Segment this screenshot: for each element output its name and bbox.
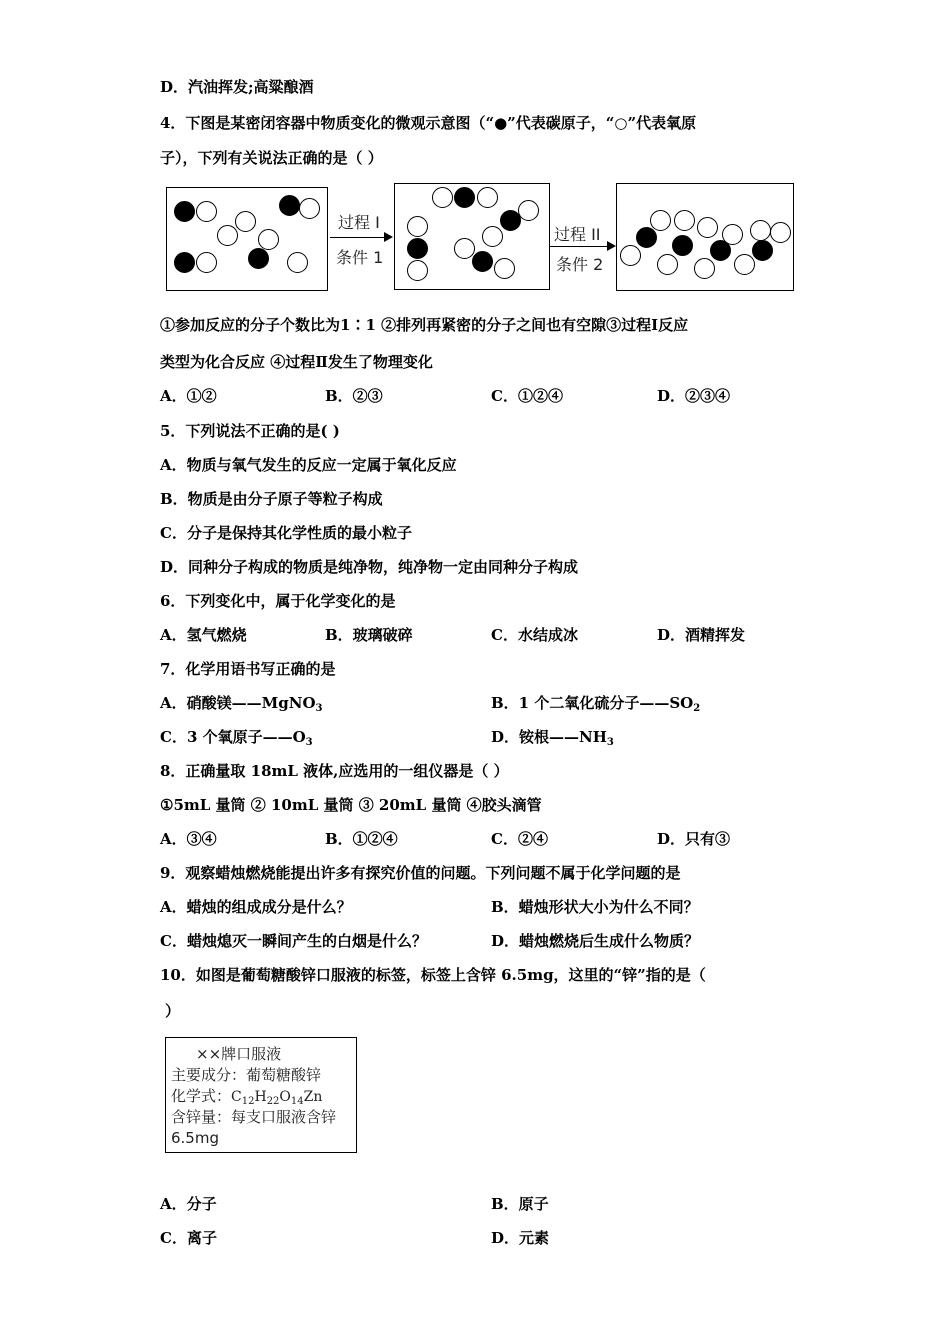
q6-option-d[interactable]: D．酒精挥发 xyxy=(657,626,746,644)
carbon-atom xyxy=(174,201,195,222)
label-title: ××牌口服液 xyxy=(196,1045,282,1063)
process2-label: 过程 II xyxy=(554,225,601,244)
process1-arrow xyxy=(330,237,384,238)
q7-option-d[interactable]: D．铵根$——NH_3$ xyxy=(491,728,614,748)
q9-option-b[interactable]: B．蜡烛形状大小为什么不同？ xyxy=(491,898,699,916)
condition1-label: 条件 1 xyxy=(336,248,384,267)
q6-option-c[interactable]: C．水结成冰 xyxy=(491,626,578,644)
q10-stem-line1: 10．如图是葡萄糖酸锌口服液的标签，标签上含锌 6.5mg，这里的“锌”指的是（ xyxy=(160,966,706,984)
oxygen-atom xyxy=(258,229,279,250)
q5-option-d[interactable]: D．同种分子构成的物质是纯净物，纯净物一定由同种分子构成 xyxy=(160,558,579,576)
oxygen-atom xyxy=(454,238,475,259)
q4-option-b[interactable]: B．②③ xyxy=(325,387,383,405)
oxygen-atom xyxy=(432,187,453,208)
carbon-atom xyxy=(752,240,773,261)
q7-stem: 7．化学用语书写正确的是 xyxy=(160,660,336,678)
q9-option-d[interactable]: D．蜡烛燃烧后生成什么物质？ xyxy=(491,932,700,950)
carbon-atom xyxy=(672,235,693,256)
q7-option-a[interactable]: A．硝酸镁——MgNO$_3$ xyxy=(160,694,323,714)
oxygen-atom xyxy=(674,210,695,231)
q8-option-c[interactable]: C．②④ xyxy=(491,830,548,848)
q8-items: ①5mL 量筒 ② 10mL 量筒 ③ 20mL 量筒 ④胶头滴管 xyxy=(160,796,542,814)
oxygen-atom xyxy=(518,200,539,221)
q4-option-c[interactable]: C．①②④ xyxy=(491,387,563,405)
oxygen-atom xyxy=(287,252,308,273)
oxygen-atom xyxy=(697,217,718,238)
q8-option-b[interactable]: B．①②④ xyxy=(325,830,398,848)
q4-statements-line2: 类型为化合反应 ④过程Ⅱ发生了物理变化 xyxy=(160,353,433,371)
oxygen-atom xyxy=(750,220,771,241)
q7-option-b[interactable]: B．1 个二氧化硫分子$——SO_2$ xyxy=(491,694,701,714)
oxygen-atom xyxy=(620,245,641,266)
q10-option-d[interactable]: D．元素 xyxy=(491,1229,550,1247)
q4-stem-line2: 子），下列有关说法正确的是（ ） xyxy=(160,149,383,167)
arrow-head-icon xyxy=(384,232,393,242)
q10-stem-line2: ） xyxy=(165,1002,181,1020)
carbon-atom xyxy=(472,251,493,272)
q8-option-a[interactable]: A．③④ xyxy=(160,830,217,848)
q10-option-b[interactable]: B．原子 xyxy=(491,1195,549,1213)
q4-statements-line1: ①参加反应的分子个数比为1∶1 ②排列再紧密的分子之间也有空隙③过程Ⅰ反应 xyxy=(160,316,689,334)
q4-option-d[interactable]: D．②③④ xyxy=(657,387,731,405)
q8-option-d[interactable]: D．只有③ xyxy=(657,830,731,848)
carbon-atom xyxy=(174,252,195,273)
q6-option-b[interactable]: B．玻璃破碎 xyxy=(325,626,413,644)
carbon-atom xyxy=(710,240,731,261)
q5-option-c[interactable]: C．分子是保持其化学性质的最小粒子 xyxy=(160,524,412,542)
q4-stem-line1: 4．下图是某密闭容器中物质变化的微观示意图（“●”代表碳原子，“○”代表氧原 xyxy=(160,114,697,132)
q9-option-a[interactable]: A．蜡烛的组成成分是什么？ xyxy=(160,898,352,916)
q9-stem: 9．观察蜡烛燃烧能提出许多有探究价值的问题。下列问题不属于化学问题的是 xyxy=(160,864,681,882)
oxygen-atom xyxy=(407,216,428,237)
oxygen-atom xyxy=(235,211,256,232)
oxygen-atom xyxy=(196,201,217,222)
oxygen-atom xyxy=(494,258,515,279)
carbon-atom xyxy=(407,238,428,259)
q5-option-a[interactable]: A．物质与氧气发生的反应一定属于氧化反应 xyxy=(160,456,457,474)
carbon-atom xyxy=(636,227,657,248)
q9-option-c[interactable]: C．蜡烛熄灭一瞬间产生的白烟是什么？ xyxy=(160,932,427,950)
oxygen-atom xyxy=(770,222,791,243)
q10-option-c[interactable]: C．离子 xyxy=(160,1229,217,1247)
q6-option-a[interactable]: A．氢气燃烧 xyxy=(160,626,247,644)
q5-stem: 5．下列说法不正确的是( ) xyxy=(160,422,340,440)
oxygen-atom xyxy=(217,225,238,246)
label-content-line1: 含锌量：每支口服液含锌 xyxy=(171,1108,337,1126)
label-formula: 化学式：$C_{12}H_{22}O_{14}Zn$ xyxy=(171,1087,323,1107)
process1-label: 过程 I xyxy=(338,213,380,232)
oxygen-atom xyxy=(299,198,320,219)
q7-option-c[interactable]: C．3 个氧原子$——O_3$ xyxy=(160,728,313,748)
process2-arrow xyxy=(550,246,607,247)
oxygen-atom xyxy=(694,258,715,279)
condition2-label: 条件 2 xyxy=(556,255,604,274)
q4-option-a[interactable]: A．①② xyxy=(160,387,217,405)
oxygen-atom xyxy=(477,187,498,208)
q3-option-d: D．汽油挥发;高粱酿酒 xyxy=(160,78,314,96)
label-content-line2: 6.5mg xyxy=(171,1129,219,1147)
q8-stem: 8．正确量取 18mL 液体,应选用的一组仪器是（ ） xyxy=(160,762,509,780)
label-ingredient: 主要成分：葡萄糖酸锌 xyxy=(171,1066,322,1084)
oxygen-atom xyxy=(657,254,678,275)
carbon-atom xyxy=(279,195,300,216)
carbon-atom xyxy=(454,187,475,208)
oxygen-atom xyxy=(407,260,428,281)
oxygen-atom xyxy=(196,252,217,273)
oxygen-atom xyxy=(482,226,503,247)
q6-stem: 6．下列变化中，属于化学变化的是 xyxy=(160,592,396,610)
product-label xyxy=(165,1037,357,1153)
arrow-head-icon xyxy=(607,241,616,251)
q10-option-a[interactable]: A．分子 xyxy=(160,1195,217,1213)
carbon-atom xyxy=(248,248,269,269)
oxygen-atom xyxy=(650,210,671,231)
oxygen-atom xyxy=(734,254,755,275)
q5-option-b[interactable]: B．物质是由分子原子等粒子构成 xyxy=(160,490,383,508)
